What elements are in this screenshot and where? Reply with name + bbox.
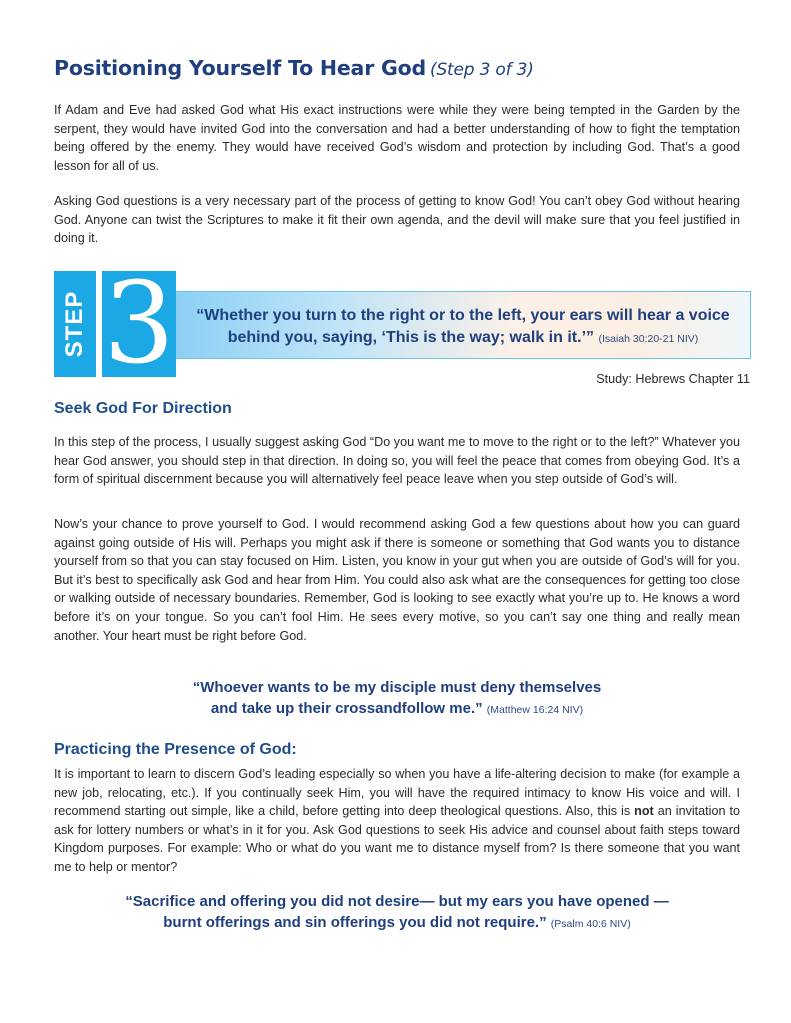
step-word-tile bbox=[54, 271, 96, 377]
title-main: Positioning Yourself To Hear God bbox=[54, 56, 427, 80]
step-number: 3 bbox=[103, 259, 175, 389]
matthew-quote bbox=[54, 677, 740, 721]
matthew-citation: (Matthew 16:24 NIV) bbox=[486, 704, 584, 716]
section2-text-part1: It is important to learn to discern God’s leading especially so when you have a life-altering decision to make (for example a new job, relocating, etc.). If you continually seek Him, you will have the required intimacy to know His voice and will. I recommend starting out simple, like a child, before getting into deep theological questions. Also, this is bbox=[54, 767, 740, 819]
psalm-quote-line2: burnt offerings and sin offerings you did not require.” bbox=[163, 914, 547, 931]
section2-bold-not: not bbox=[634, 804, 654, 819]
banner-citation: (Isaiah 30:20-21 NIV) bbox=[598, 333, 699, 345]
step-number-tile bbox=[102, 259, 176, 389]
section2-text-part2: an invitation to ask for lottery numbers or what’s in it for you. Ask God questions to seek His advice and counsel about faith steps toward Kingdom purposes. For example: Who or what do you want me to distance myself from? Is there someone that you want me to help or mentor? bbox=[54, 804, 741, 874]
banner-quote-line2: behind you, saying, ‘This is the way; walk in it.’” bbox=[227, 329, 595, 346]
psalm-quote-line1: “Sacrifice and offering you did not desire— but my ears you have opened — bbox=[125, 893, 669, 910]
section2-paragraph bbox=[54, 765, 740, 877]
title-subtitle: (Step 3 of 3) bbox=[430, 60, 534, 80]
psalm-citation: (Psalm 40:6 NIV) bbox=[550, 918, 631, 930]
scripture-banner bbox=[176, 291, 751, 359]
psalm-quote bbox=[54, 891, 740, 935]
section-heading-seek-god: Seek God For Direction bbox=[54, 400, 232, 417]
banner-quote bbox=[176, 305, 750, 350]
page-title bbox=[54, 56, 534, 80]
matthew-quote-line1: “Whoever wants to be my disciple must deny themselves bbox=[192, 679, 602, 696]
banner-quote-line1: “Whether you turn to the right or to the left, your ears will hear a voice bbox=[196, 307, 730, 324]
step-word-label: STEP bbox=[61, 290, 88, 358]
section-heading-practicing-presence: Practicing the Presence of God: bbox=[54, 741, 297, 758]
intro-paragraph-1: If Adam and Eve had asked God what His exact instructions were while they were being tempted in the Garden by the serpent, they would have invited God into the conversation and had a better understanding of how to fight the temptation being offered by the enemy. They would have received God’s wisdom and protection by including God. That’s a good lesson for all of us. bbox=[54, 103, 740, 173]
study-note: Study: Hebrews Chapter 11 bbox=[596, 372, 750, 386]
section1-paragraph-2: Now’s your chance to prove yourself to God. I would recommend asking God a few questions about how you can guard against going outside of His will. Perhaps you might ask if there is someone or something that God wants you to distance yourself from so that you can stay focused on Him. Listen, you know in your gut when you are outside of God’s will for you. But it’s best to specifically ask God and hear from Him. You could also ask what are the consequences for getting too close or walking outside of necessary boundaries. Remember, God is looking to see exactly what you’re up to. He knows a word before it’s on your tongue. So you can’t fool Him. He sees every motive, so you can’t say one thing and really mean another. Your heart must be right before God. bbox=[54, 517, 740, 643]
matthew-quote-line2: and take up their crossandfollow me.” bbox=[210, 700, 483, 717]
intro-paragraph-2: Asking God questions is a very necessary part of the process of getting to know God! You can’t obey God without hearing God. Anyone can twist the Scriptures to make it fit their own agenda, and the devil will make sure that you feel justified in doing it. bbox=[54, 194, 740, 246]
section1-paragraph-1: In this step of the process, I usually suggest asking God “Do you want me to move to the right or to the left?” Whatever you hear God answer, you should step in that direction. In doing so, you will feel the peace that comes from obeying God. It’s a form of spiritual discernment because you will alternatively feel peace leave when you step outside of God’s will. bbox=[54, 435, 740, 487]
